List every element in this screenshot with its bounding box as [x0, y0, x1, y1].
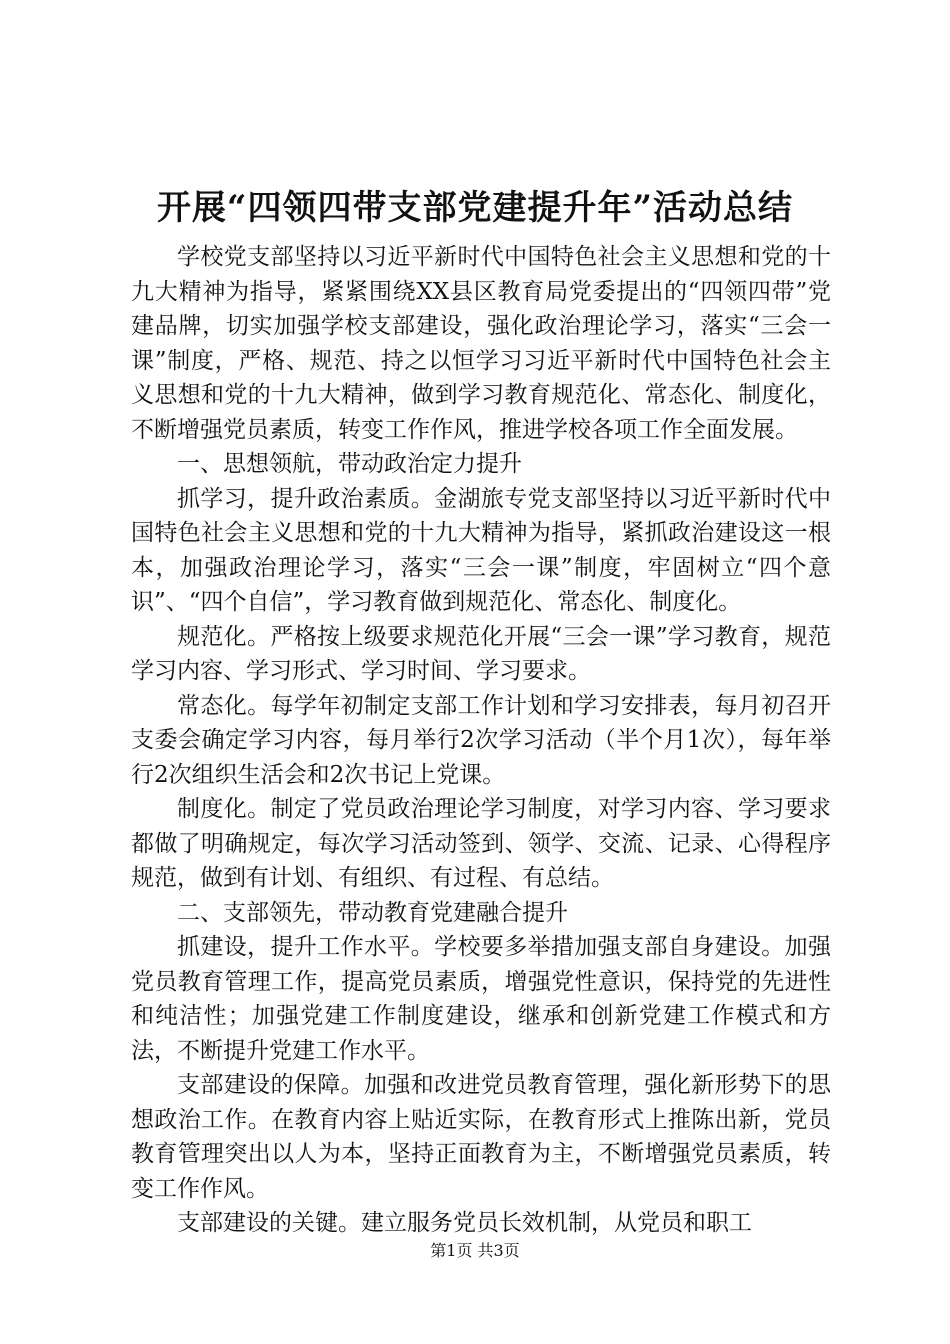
paragraph: 抓学习，提升政治素质。金湖旅专党支部坚持以习近平新时代中国特色社会主义思想和党的十九大精神为指导，紧抓政治建设这一根本，加强政治理论学习，落实“三会一课”制度，牢固树立“四个意识”、“四个自信”，学习教育做到规范化、常态化、制度化。: [131, 485, 831, 615]
paragraph: 抓建设，提升工作水平。学校要多举措加强支部自身建设。加强党员教育管理工作，提高党员素质，增强党性意识，保持党的先进性和纯洁性；加强党建工作制度建设，继承和创新党建工作模式和方法，不断提升党建工作水平。: [131, 934, 831, 1064]
paragraph: 支部建设的关键。建立服务党员长效机制，从党员和职工: [177, 1210, 752, 1236]
paragraph: 常态化。每学年初制定支部工作计划和学习安排表，每月初召开支委会确定学习内容，每月举行2次学习活动（半个月1次），每年举行2次组织生活会和2次书记上党课。: [131, 692, 831, 788]
section-heading: 一、思想领航，带动政治定力提升: [177, 451, 522, 477]
document-title: 开展“四领四带支部党建提升年”活动总结: [156, 188, 794, 228]
section-heading: 二、支部领先，带动教育党建融合提升: [177, 899, 568, 926]
paragraph: 制度化。制定了党员政治理论学习制度，对学习内容、学习要求都做了明确规定，每次学习活动签到、领学、交流、记录、心得程序规范，做到有计划、有组织、有过程、有总结。: [131, 796, 831, 891]
page-number-footer: 第1页 共3页: [430, 1241, 520, 1260]
paragraph: 支部建设的保障。加强和改进党员教育管理，强化新形势下的思想政治工作。在教育内容上贴近实际，在教育形式上推陈出新，党员教育管理突出以人为本，坚持正面教育为主，不断增强党员素质，转变工作作风。: [131, 1072, 831, 1202]
document-body: [131, 240, 831, 1241]
paragraph: 学校党支部坚持以习近平新时代中国特色社会主义思想和党的十九大精神为指导，紧紧围绕XX县区教育局党委提出的“四领四带”党建品牌，切实加强学校支部建设，强化政治理论学习，落实“三会一课”制度，严格、规范、持之以恒学习习近平新时代中国特色社会主义思想和党的十九大精神，做到学习教育规范化、常态化、制度化，不断增强党员素质，转变工作作风，推进学校各项工作全面发展。: [131, 244, 831, 443]
paragraph: 规范化。严格按上级要求规范化开展“三会一课”学习教育，规范学习内容、学习形式、学习时间、学习要求。: [131, 623, 831, 684]
